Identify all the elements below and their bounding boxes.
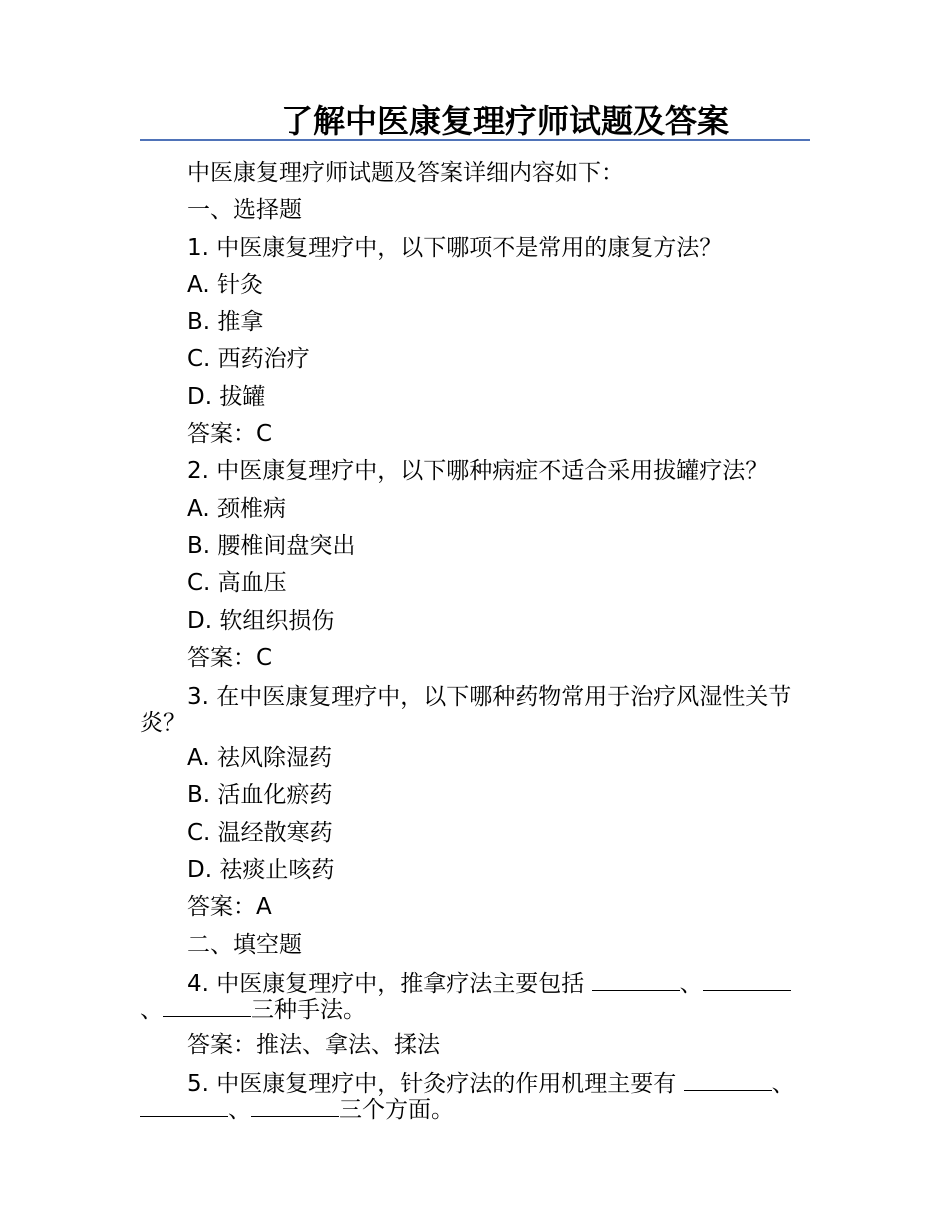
title-underline bbox=[140, 139, 810, 141]
question-5 bbox=[140, 1071, 810, 1123]
intro-text: 中医康复理疗师试题及答案详细内容如下： bbox=[187, 160, 624, 186]
question-2-option-a: A. 颈椎病 bbox=[187, 495, 286, 522]
question-5-blank-2 bbox=[140, 1098, 228, 1117]
question-5-start: 5. 中医康复理疗中，针灸疗法的作用机理主要有 bbox=[187, 1071, 677, 1098]
question-5-separator-1: 、 bbox=[771, 1071, 795, 1098]
question-1-option-b: B. 推拿 bbox=[187, 309, 264, 336]
question-1-option-a: A. 针灸 bbox=[187, 271, 263, 298]
question-4-blank-2 bbox=[703, 972, 791, 991]
question-4-blank-3 bbox=[163, 998, 251, 1017]
question-2-option-b: B. 腰椎间盘突出 bbox=[187, 532, 356, 559]
question-3-option-a: A. 祛风除湿药 bbox=[187, 745, 332, 772]
question-5-end: 三个方面。 bbox=[339, 1097, 454, 1124]
question-2-answer: 答案：C bbox=[187, 644, 273, 671]
question-3-option-b: B. 活血化瘀药 bbox=[187, 782, 333, 809]
question-1: 1. 中医康复理疗中，以下哪项不是常用的康复方法？ bbox=[187, 234, 723, 261]
question-5-blank-1 bbox=[684, 1072, 772, 1091]
document-body bbox=[140, 155, 810, 1127]
section-heading-fill: 二、填空题 bbox=[187, 931, 302, 958]
document-title: 了解中医康复理疗师试题及答案 bbox=[280, 102, 729, 140]
section-heading-choice: 一、选择题 bbox=[187, 197, 302, 224]
question-4-end: 三种手法。 bbox=[251, 996, 366, 1023]
question-3-option-d: D. 祛痰止咳药 bbox=[187, 857, 335, 884]
question-4-separator-1: 、 bbox=[679, 970, 703, 997]
question-4-separator-2: 、 bbox=[140, 996, 163, 1023]
question-3-answer: 答案：A bbox=[187, 894, 272, 921]
question-4-answer: 答案：推法、拿法、揉法 bbox=[187, 1031, 440, 1058]
question-2: 2. 中医康复理疗中，以下哪种病症不适合采用拔罐疗法？ bbox=[187, 458, 769, 485]
question-4-blank-1 bbox=[592, 972, 680, 991]
question-2-option-d: D. 软组织损伤 bbox=[187, 607, 335, 634]
question-4 bbox=[140, 971, 810, 1023]
question-3-option-c: C. 温经散寒药 bbox=[187, 819, 333, 846]
question-5-blank-3 bbox=[251, 1098, 339, 1117]
question-1-answer: 答案：C bbox=[187, 421, 273, 448]
question-3: 3. 在中医康复理疗中，以下哪种药物常用于治疗风湿性关节炎？ bbox=[140, 684, 792, 737]
question-2-option-c: C. 高血压 bbox=[187, 570, 287, 597]
question-1-option-d: D. 拔罐 bbox=[187, 383, 266, 410]
question-5-separator-2: 、 bbox=[228, 1097, 251, 1124]
question-1-option-c: C. 西药治疗 bbox=[187, 346, 310, 373]
question-4-start: 4. 中医康复理疗中，推拿疗法主要包括 bbox=[187, 970, 585, 997]
